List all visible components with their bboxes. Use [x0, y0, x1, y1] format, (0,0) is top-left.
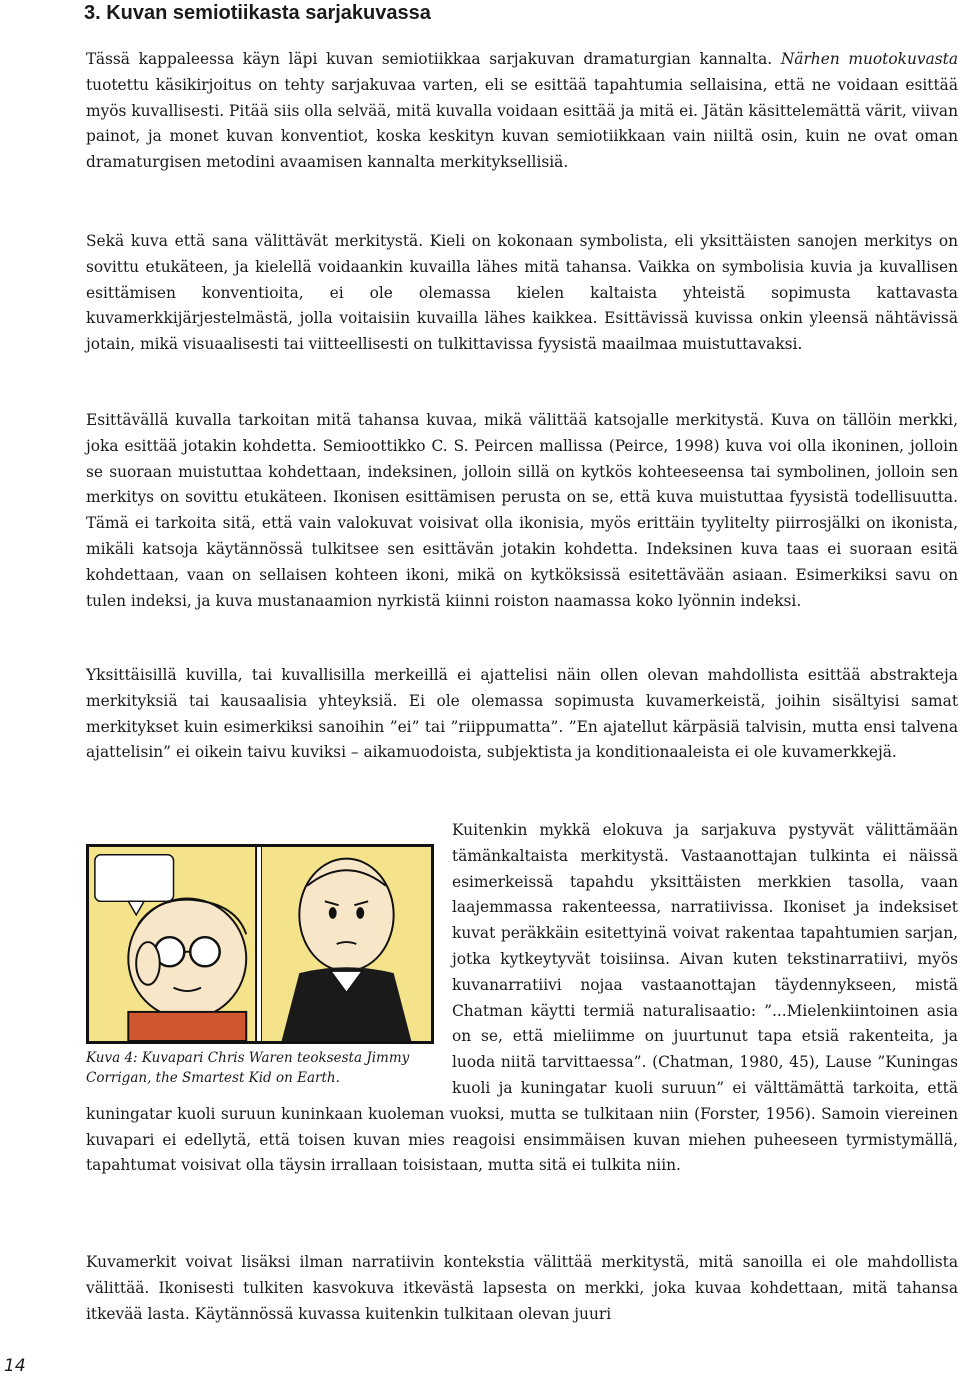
paragraph-6: Kuvamerkit voivat lisäksi ilman narratiivin kontekstia välittää merkitystä, mitä sanoilla ei ole mahdollista välittää. Ikonisesti tulkiten kasvokuva itkevästä lapsesta on merkki, joka kuvaa kohdettaan, mitä tahansa itkevää lasta. Käytännössä kuvassa kuitenkin tulkitaan olevan juuri: [86, 1253, 958, 1323]
paragraph-1: [86, 47, 958, 176]
paragraph-5: Kuitenkin mykkä elokuva ja sarjakuva pystyvät välittämään tämänkaltaista merkitystä. Vastaanottajan tulkinta ei näissä esimerkeissä tapahdu yksittäisten merkkien tasolla, vaan laajemmassa rakenteessa, narratiivissa. Ikoniset ja indeksiset kuvat peräkkäin esitettyinä voivat rakentaa tapahtumien sarjan, jotka kytkeytyvät toisiinsa. Aivan kuten tekstinarratiivi, myös kuvanarratiivi nojaa vastaanottajan täydennykseen, mistä Chatman käytti termiä naturalisaatio: ”...Mielenkiintoinen asia on se, että mieliimme on juurtunut tapa etsiä rakenteita, ja luoda niitä tarvittaessa”. (Chatman, 1980, 45), Lause ”Kuningas kuoli ja kuningatar kuoli suruun” ei välttämättä tarkoita, että kuningatar kuoli suruun kuninkaan kuoleman vuoksi, mutta se tulkitaan niin (Forster, 1956). Samoin viereinen kuvapari ei edellytä, että toisen kuvan mies reagoisi ensimmäisen kuvan miehen puheeseen tyrmistymällä, tapahtumat voisivat olla täysin irrallaan toisistaan, mutta sitä ei tulkita niin.: [86, 821, 958, 1175]
comic-figure: [86, 844, 434, 1088]
paragraph-1-text-b: tuotettu käsikirjoitus on tehty sarjakuvaa varten, eli se esittää tapahtumia sellaisina, että ne voidaan esittää myös kuvallisesti. Pitää siis olla selvää, mitä kuvalla voidaan esittää ja mitä ei. Jätän käsittelemättä värit, viivan painot, ja monet kuvan konventiot, koska keskityn kuvan semiotiikkaan vain niiltä osin, kuin ne ovat oman dramaturgisen metodini avaamisen kannalta merkityksellisiä.: [86, 75, 958, 172]
paragraph-2: Sekä kuva että sana välittävät merkitystä. Kieli on kokonaan symbolista, eli yksittäisten sanojen merkitys on sovittu etukäteen, ja kielellä voidaankin kuvailla lähes mitä tahansa. Vaikka on symbolisia kuvia ja kuvallisen esittämisen konventioita, ei ole olemassa kielen kaltaista yhteistä sopimusta kattavasta kuvamerkkijärjestelmästä, jolla voitaisiin kuvailla lähes kaikkea. Esittävissä kuvissa onkin yleensä nähtävissä jotain, mikä visuaalisesti tai viitteellisesti on tulkittavissa fyysistä maailmaa muistuttavaksi.: [86, 232, 958, 354]
left-panel-glasses-man: [89, 847, 256, 1041]
paragraph-4: Yksittäisillä kuvilla, tai kuvallisilla merkeillä ei ajattelisi näin ollen olevan mahdollista esittää abstrakteja merkityksiä tai kausaalisia yhteyksiä. Ei ole olemassa sopimusta kuvamerkeistä, joihin sisältyisi samat merkitykset kuin esimerkiksi sanoihin ”ei” tai ”riippumatta”. ”En ajatellut kärpäsiä talvisin, mutta ensi talvena ajattelisin” ei oikein taivu kuviksi – aikamuodoista, subjektista ja konditionaaleista ei ole kuvamerkkejä.: [86, 666, 958, 762]
paragraph-1-emphasis: Närhen muotokuvasta: [780, 50, 958, 68]
section-heading: 3. Kuvan semiotiikasta sarjakuvassa: [84, 2, 431, 24]
figure-text-block: [86, 818, 958, 1179]
comic-panel-pair-image: [86, 844, 434, 1044]
right-panel-sad-man: [262, 847, 431, 1041]
figure-caption: Kuva 4: Kuvapari Chris Waren teoksesta Jimmy Corrigan, the Smartest Kid on Earth.: [86, 1050, 410, 1086]
paragraph-3: Esittävällä kuvalla tarkoitan mitä tahansa kuvaa, mikä välittää katsojalle merkitystä. Kuva on tällöin merkki, joka esittää jotakin kohdetta. Semioottikko C. S. Peircen mallissa (Peirce, 1998) kuva voi olla ikoninen, jolloin se suoraan muistuttaa kohdettaan, indeksinen, jolloin sillä on kytkös kohteeseensa tai symbolinen, jolloin sen merkitys on sovittu etukäteen. Ikonisen esittämisen perusta on se, että kuva muistuttaa fyysistä todellisuutta. Tämä ei tarkoita sitä, että vain valokuvat voisivat olla ikonisia, myös erittäin tyylitelty piirrosjälki on ikonista, mikäli katsoja käytännössä tulkitsee sen esittävän jotakin kohdetta. Indeksinen kuva taas ei suoraan esitä kohdettaan, vaan on sellaisen kohteen ikoni, mikä on kytköksissä esitettävään asiaan. Esimerkiksi savu on tulen indeksi, ja kuva mustanaamion nyrkistä kiinni roiston naamassa koko lyönnin indeksi.: [86, 411, 958, 610]
page-number: 14: [4, 1356, 26, 1376]
paragraph-1-text-a: Tässä kappaleessa käyn läpi kuvan semiotiikkaa sarjakuvan dramaturgian kannalta.: [86, 50, 781, 68]
